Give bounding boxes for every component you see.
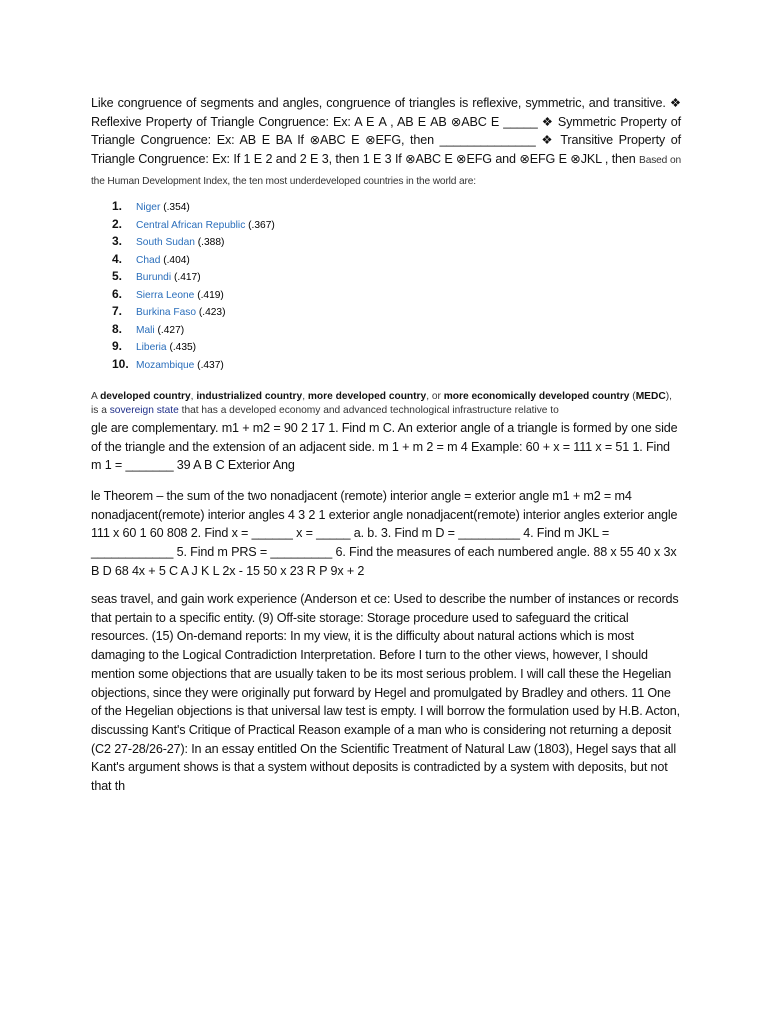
hdi-list-item	[112, 199, 275, 217]
hdi-score: (.367)	[248, 219, 275, 231]
country-link[interactable]: Mali	[136, 324, 155, 336]
list-number: 3.	[112, 234, 123, 248]
list-item-text	[136, 342, 196, 353]
term-developed-country: developed country	[100, 391, 191, 402]
hdi-score: (.423)	[198, 307, 226, 318]
country-link[interactable]: Mozambique	[136, 359, 195, 371]
hdi-list-item	[112, 357, 275, 375]
hdi-score: (.354)	[163, 202, 190, 213]
list-item-text	[136, 202, 190, 213]
hdi-list-item	[112, 287, 275, 305]
hdi-score: (.435)	[169, 342, 197, 353]
hdi-intro-text: Based on the Human Development Index, the ten most underdeveloped countries in the world are:	[91, 155, 681, 187]
list-number: 8.	[112, 321, 123, 336]
list-number: 2.	[112, 216, 123, 231]
hdi-score: (.437)	[197, 359, 224, 371]
hdi-country-list	[112, 199, 275, 374]
hdi-score: (.419)	[197, 289, 224, 301]
country-link[interactable]: Sierra Leone	[136, 289, 195, 301]
list-item-text	[136, 325, 184, 336]
country-link[interactable]: Burkina Faso	[136, 307, 197, 318]
term-industrialized-country: industrialized country	[196, 391, 303, 402]
term-medc: MEDC	[635, 391, 666, 402]
developed-country-paragraph: A developed country, industrialized country, more developed country, or more economically developed country (MEDC), is a sovereign state that has a developed economy and advanced technological infrastructure relative to	[91, 391, 672, 416]
list-number: 10.	[112, 356, 129, 371]
country-link[interactable]: Liberia	[136, 342, 167, 353]
term-more-economically-developed: more economically developed country	[443, 391, 630, 402]
list-number: 6.	[112, 286, 123, 301]
list-number: 5.	[112, 269, 123, 283]
list-number: 4.	[112, 251, 123, 266]
list-item-text	[136, 307, 226, 318]
exterior-angle-theorem-paragraph: le Theorem – the sum of the two nonadjacent (remote) interior angle = exterior angle m1 + m2 = m4 nonadjacent(remote) interior angles 4 3 2 1 exterior angle nonadjacent(remote) interior angles exterior angle 111 x 60 1 60 808 2. Find x = ______ x = _____ a. b. 3. Find m D = _________ 4. Find m JKL = ____________ 5. Find m PRS = _________ 6. Find the measures of each numbered angle. 88 x 55 40 x 3x B D 68 4x + 5 C A J K L 2x - 15 50 x 23 R P 9x + 2	[91, 489, 678, 578]
hegelian-objections-paragraph: seas travel, and gain work experience (Anderson et ce: Used to describe the number of instances or records that pertain to a specific entity. (9) Off-site storage: Storage procedure used to safeguard the critical resources. (15) On-demand reports: In my view, it is the difficulty about natural actions which is most damaging to the Logical Contradiction Interpretation. Before I turn to the other views, however, I should mention some objections that are usually taken to be its most serious problem. I will call these the Hegelian objections, since they were originally put forward by Hegel and promulgated by Bradley and others. 11 One of the Hegelian objections is that universal law test is empty. I will borrow the formulation used by H.B. Acton, discussing Kant's Critique of Practical Reason example of a man who is considering not returning a deposit (C2 27-28/26-27): In an essay entitled On the Scientific Treatment of Natural Law (1803), Hegel says that all Kant's argument shows is that a system without deposits is contradicted by a system with deposits, but not that th	[91, 592, 681, 794]
hdi-list-item	[112, 339, 275, 357]
list-item-text	[136, 220, 275, 231]
hdi-score: (.427)	[157, 324, 185, 336]
hdi-score: (.417)	[173, 272, 201, 283]
hdi-list-item	[112, 322, 275, 340]
country-link[interactable]: Niger	[136, 202, 161, 213]
sovereign-state-link[interactable]: sovereign state	[109, 405, 179, 416]
country-link[interactable]: Central African Republic	[136, 219, 246, 231]
hdi-list-item	[112, 269, 275, 287]
hdi-list-item	[112, 304, 275, 322]
country-link[interactable]: Chad	[136, 254, 161, 266]
list-item-text	[136, 237, 224, 248]
congruence-paragraph	[91, 94, 681, 192]
list-item-text	[136, 255, 190, 266]
list-item-text	[136, 290, 224, 301]
complementary-angles-paragraph: gle are complementary. m1 + m2 = 90 2 17 1. Find m C. An exterior angle of a triangle is formed by one side of the triangle and the extension of an adjacent side. m 1 + m 2 = m 4 Example: 60 + x = 111 x = 51 1. Find m 1 = _______ 39 A B C Exterior Ang	[91, 421, 678, 473]
list-number: 9.	[112, 339, 123, 353]
list-number: 7.	[112, 304, 123, 318]
hdi-score: (.404)	[163, 254, 190, 266]
term-more-developed-country: more developed country	[307, 391, 427, 402]
country-link[interactable]: South Sudan	[136, 237, 195, 248]
hdi-list-item	[112, 234, 275, 252]
hdi-list-item	[112, 217, 275, 235]
hdi-list-item	[112, 252, 275, 270]
list-item-text	[136, 272, 201, 283]
country-link[interactable]: Burundi	[136, 272, 172, 283]
congruence-text: Like congruence of segments and angles, congruence of triangles is reflexive, symmetric, and transitive. ❖ Reflexive Property of Triangle Congruence: Ex: A Ε A , AB Ε AB ⊗ABC Ε _____ ❖ Symmetric Property of Triangle Congruence: Ex: AB Ε BA If ⊗ABC Ε ⊗EFG, then ______________ ❖ Transitive Property of Triangle Congruence: Ex: If 1 Ε 2 and 2 Ε 3, then 1 Ε 3 If ⊗ABC Ε ⊗EFG and ⊗EFG Ε ⊗JKL , then	[91, 96, 681, 167]
list-item-text	[136, 360, 224, 371]
hdi-score: (.388)	[197, 237, 225, 248]
list-number: 1.	[112, 199, 123, 213]
